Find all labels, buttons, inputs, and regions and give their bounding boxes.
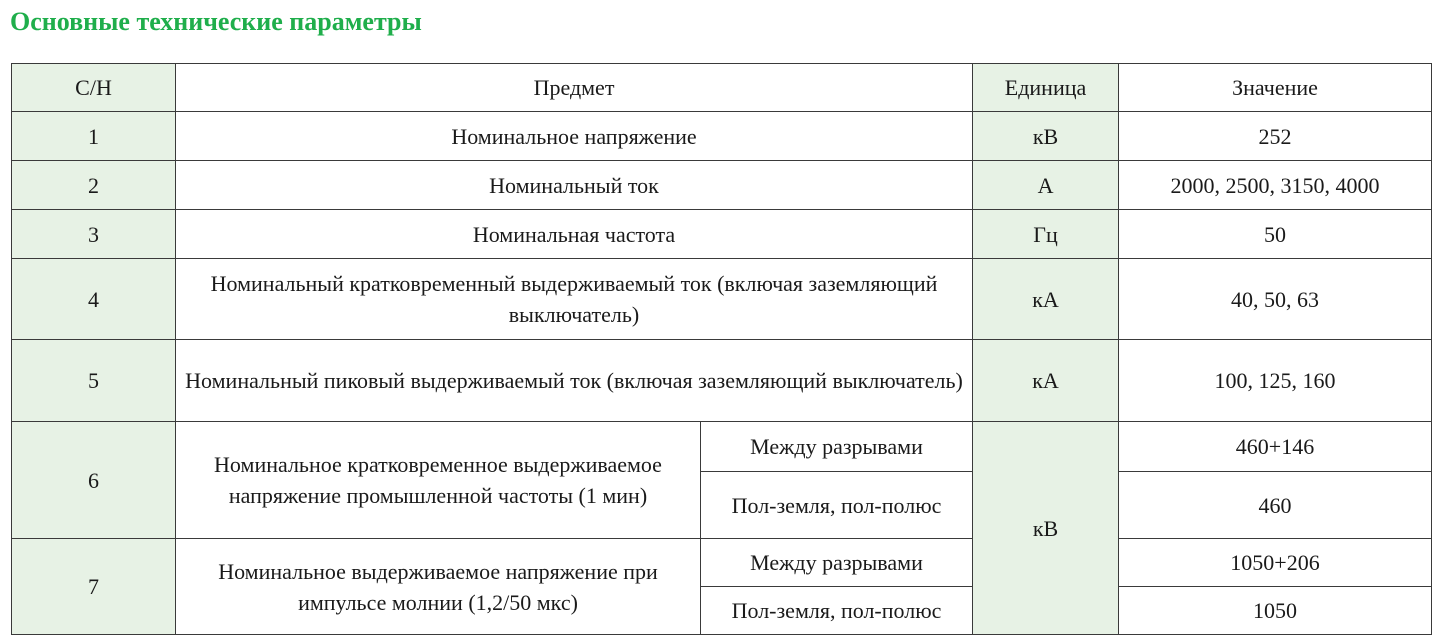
table-row <box>12 422 1432 472</box>
row-subitem: Пол-земля, пол-полюс <box>701 472 973 539</box>
row-sn: 2 <box>12 161 176 210</box>
row-item: Номинальный кратковременный выдерживаемый ток (включая заземляющий выключатель) <box>176 259 973 340</box>
row-subitem: Пол-земля, пол-полюс <box>701 587 973 635</box>
table-row <box>12 210 1432 259</box>
table-row <box>12 539 1432 587</box>
row-item: Номинальная частота <box>176 210 973 259</box>
row-value: 1050 <box>1119 587 1432 635</box>
row-value: 2000, 2500, 3150, 4000 <box>1119 161 1432 210</box>
row-unit: А <box>973 161 1119 210</box>
row-item: Номинальный пиковый выдерживаемый ток (включая заземляющий выключатель) <box>176 340 973 422</box>
row-unit: Гц <box>973 210 1119 259</box>
row-subitem: Между разрывами <box>701 422 973 472</box>
row-value: 1050+206 <box>1119 539 1432 587</box>
row-value: 50 <box>1119 210 1432 259</box>
row-sn: 6 <box>12 422 176 539</box>
row-sn: 7 <box>12 539 176 635</box>
row-item: Номинальное выдерживаемое напряжение при импульсе молнии (1,2/50 мкс) <box>176 539 701 635</box>
row-sn: 4 <box>12 259 176 340</box>
table-row <box>12 259 1432 340</box>
header-sn: С/Н <box>12 64 176 112</box>
row-unit: кА <box>973 259 1119 340</box>
header-unit: Единица <box>973 64 1119 112</box>
row-unit-shared: кВ <box>973 422 1119 635</box>
page-title: Основные технические параметры <box>10 7 422 36</box>
header-value: Значение <box>1119 64 1432 112</box>
table-row <box>12 161 1432 210</box>
table-header-row <box>12 64 1432 112</box>
row-unit: кА <box>973 340 1119 422</box>
row-item: Номинальный ток <box>176 161 973 210</box>
row-value: 252 <box>1119 112 1432 161</box>
row-item: Номинальное кратковременное выдерживаемое напряжение промышленной частоты (1 мин) <box>176 422 701 539</box>
row-sn: 5 <box>12 340 176 422</box>
row-value: 100, 125, 160 <box>1119 340 1432 422</box>
row-value: 460 <box>1119 472 1432 539</box>
row-item: Номинальное напряжение <box>176 112 973 161</box>
row-subitem: Между разрывами <box>701 539 973 587</box>
row-unit: кВ <box>973 112 1119 161</box>
row-sn: 3 <box>12 210 176 259</box>
table-row <box>12 112 1432 161</box>
technical-parameters-table <box>11 63 1432 635</box>
row-value: 460+146 <box>1119 422 1432 472</box>
table-row <box>12 340 1432 422</box>
row-sn: 1 <box>12 112 176 161</box>
row-value: 40, 50, 63 <box>1119 259 1432 340</box>
header-item: Предмет <box>176 64 973 112</box>
